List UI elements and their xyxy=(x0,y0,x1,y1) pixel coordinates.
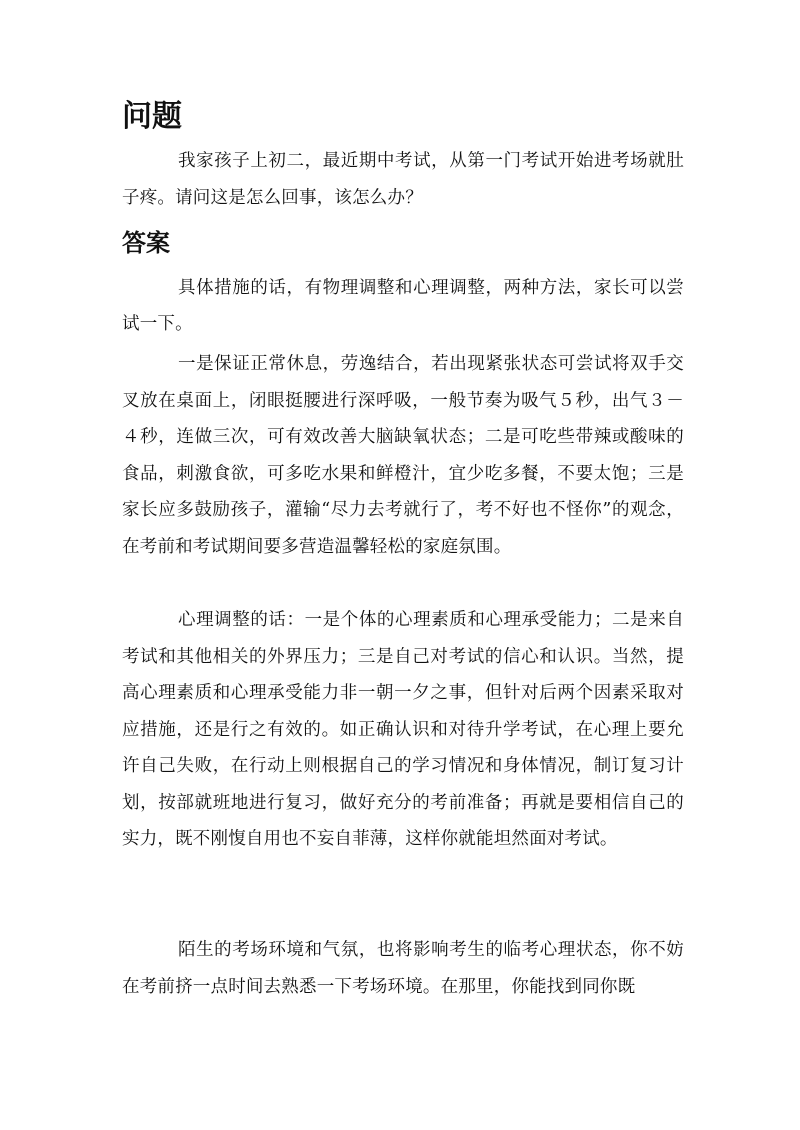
question-text: 我家孩子上初二，最近期中考试，从第一门考试开始进考场就肚子疼。请问这是怎么回事，该怎么办？ xyxy=(122,151,684,208)
answer-paragraph-3: 心理调整的话：一是个体的心理素质和心理承受能力；二是来自考试和其他相关的外界压力；三是自己对考试的信心和认识。当然，提高心理素质和心理承受能力非一朝一夕之事，但针对后两个因素采取对应措施，还是行之有效的。如正确认识和对待升学考试，在心理上要允许自己失败，在行动上则根据自己的学习情况和身体情况，制订复习计划，按部就班地进行复习，做好充分的考前准备；再就是要相信自己的实力，既不刚愎自用也不妄自菲薄，这样你就能坦然面对考试。 xyxy=(122,610,684,849)
answer-paragraph-1: 具体措施的话，有物理调整和心理调整，两种方法，家长可以尝试一下。 xyxy=(122,278,684,334)
answer-paragraph-2: 一是保证正常休息，劳逸结合，若出现紧张状态可尝试将双手交叉放在桌面上，闭眼挺腰进行深呼吸，一般节奏为吸气５秒，出气３－４秒，连做三次，可有效改善大脑缺氧状态；二是可吃些带辣或酸味的食品，刺激食欲，可多吃水果和鲜橙汁，宜少吃多餐，不要太饱；三是家长应多鼓励孩子，灌输“尽力去考就行了，考不好也不怪你”的观念，在考前和考试期间要多营造温馨轻松的家庭氛围。 xyxy=(122,354,684,557)
answer-paragraph-4: 陌生的考场环境和气氛，也将影响考生的临考心理状态，你不妨在考前挤一点时间去熟悉一下考场环境。在那里，你能找到同你既 xyxy=(122,940,684,997)
question-heading: 问题 xyxy=(122,99,182,134)
answer-heading: 答案 xyxy=(122,229,170,257)
